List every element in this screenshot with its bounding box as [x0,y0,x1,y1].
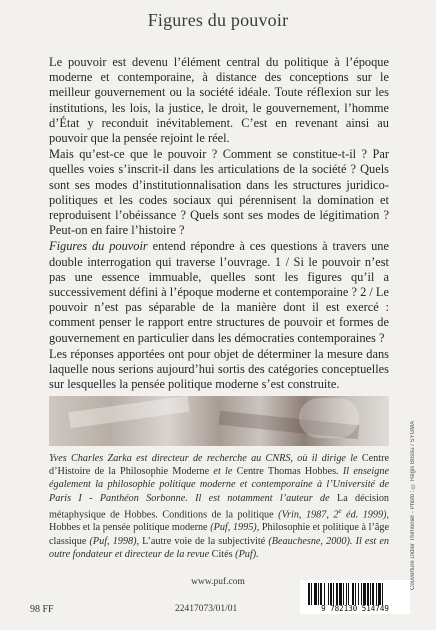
cover-credits: Couverture Didier Thimonier - Photo : © Régis Bossu / SYGMA [410,420,416,590]
barcode-bars [308,583,404,605]
paragraph-2: Mais qu’est-ce que le pouvoir ? Comment se constitue-t-il ? Par quelles voies s’inscrit-il dans les articulations de la société ? Quels sont ses modes d’institutionnalisation dans les structures juridico-politiques et les codes sociaux qui pérennisent la domination et reproduisent l’obéissance ? Quels sont ses modes de légitimation ? Peut-on en faire l’histoire ? [49,147,389,238]
barcode-number: 9 782130 514749 [321,604,389,613]
book-title-italic: Figures du pouvoir [49,239,148,254]
bio-part: éd. 1999), [341,509,390,521]
bio-part: (Puf, 1998), [86,535,143,547]
bio-part: Hobbes et la pensée politique moderne [49,522,208,534]
paragraph-4: Les réponses apportées ont pour objet de déterminer la mesure dans laquelle nous serions aujourd’hui sortis des catégories conceptuelles sur lesquelles la pensée politique moderne s’est construite. [49,346,389,392]
bio-part: (Vrin, 1987, 2 [273,509,339,521]
bio-part: (Puf, 1995), [207,522,262,534]
bio-part: e [338,506,342,515]
author-bio [49,452,389,561]
paragraph-3 [49,239,389,345]
author-photo [49,396,389,446]
bio-part: Centre d’Histoire de la Philosophie Moderne [49,453,389,478]
bio-part: (Puf). [232,548,259,560]
bio-part: . Il enseigne également la philosophie politique moderne et contemporaine à l’Université de Paris I - Panthéon Sorbonne. Il est notamment l’auteur de [49,466,389,504]
summary-text [49,55,389,393]
paragraph-1: Le pouvoir est devenu l’élément central du politique à l’époque moderne et contemporaine, à distance des conceptions sur le meilleur gouvernement ou la société idéale. Toute réflexion sur les institutions, les lois, la justice, le droit, le gouvernement, l’homme d’État y reconduit inévitablement. C’est en revenant ainsi au pouvoir que la pensée rejoint le réel. [49,55,389,146]
page-title: Figures du pouvoir [147,10,289,30]
bio-part: L’autre voie de la subjectivité [142,535,266,547]
bio-part: Cités [211,548,233,560]
bio-part: Yves Charles Zarka est directeur de recherche au CNRS, où il dirige le [49,453,362,464]
bio-part: (Beauchesne, 2000). Il est en outre fondateur et directeur de la revue [49,535,390,560]
paragraph-3-text: entend répondre à ces questions à travers une double interrogation qui traverse l’ouvrage. 1 / Si le pouvoir n’est pas une essence immuable, quelles sont les figures qu’il a successivement défini à l’époque moderne et contemporaine ? 2 / Le pouvoir n’est pas séparable de la manière dont il est exercé : comment penser le rapport entre structures de pouvoir et formes de gouvernement en particulier dans les démocraties contemporaines ? [49,239,390,345]
bio-part: Philosophie et politique à l’âge classique [49,522,389,547]
product-code: 22417073/01/01 [175,604,238,614]
isbn-barcode [300,580,410,614]
publisher-url: www.puf.com [191,577,245,587]
bio-part: et le [209,466,237,478]
bio-part: Centre Thomas Hobbes [236,466,337,478]
bio-part: La décision métaphysique de Hobbes. Conditions de la politique [49,492,390,521]
price: 98 FF [30,604,54,615]
